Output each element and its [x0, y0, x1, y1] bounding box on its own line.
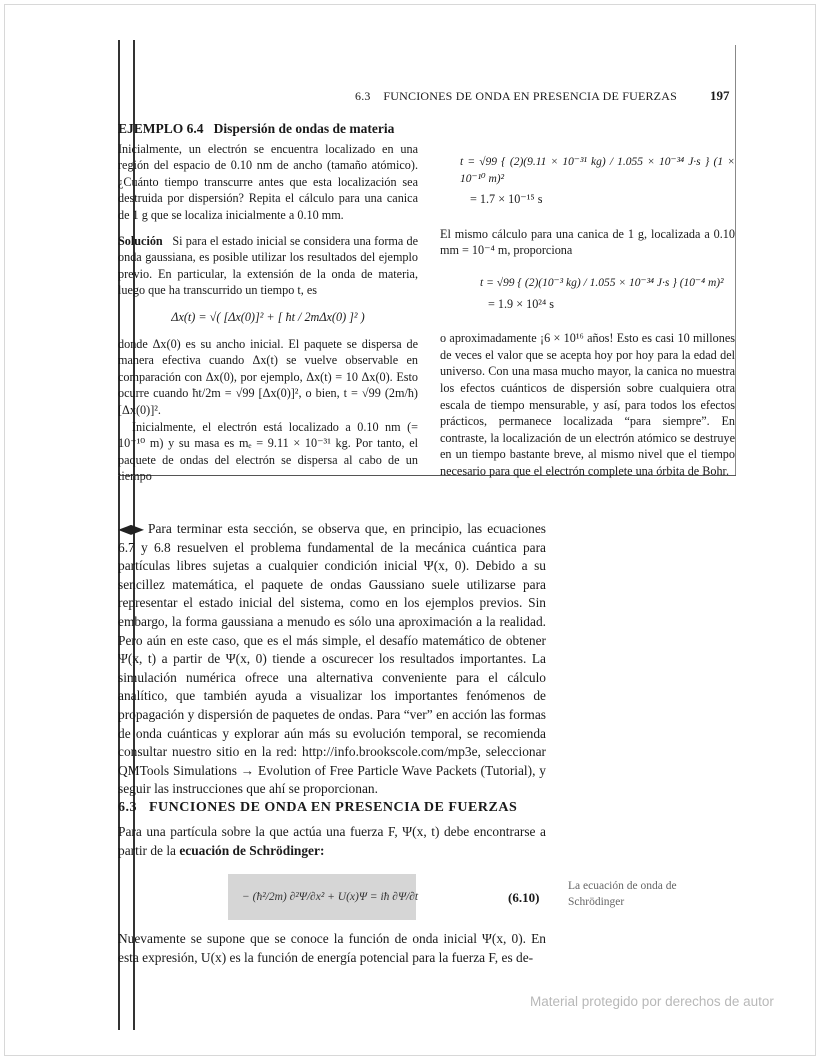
equation-number: (6.10)	[508, 890, 540, 905]
running-header: 6.3 FUNCIONES DE ONDA EN PRESENCIA DE FUERZAS	[355, 89, 677, 103]
example-problem: Inicialmente, un electrón se encuentra localizado en una región del espacio de 0.10 nm de ancho (tamaño atómico). ¿Cuánto tiempo transcurre antes que esta localización sea destruida por dispersión? Repita el cálculo para una canica de 1 g que se localiza inicialmente a 0.10 mm.	[118, 141, 418, 222]
example-title: EJEMPLO 6.4 Dispersión de ondas de materia	[118, 121, 395, 136]
schrodinger-equation: − (ħ²/2m) ∂²Ψ/∂x² + U(x)Ψ = iħ ∂Ψ/∂t	[228, 874, 416, 920]
section-marker-icon	[118, 525, 144, 535]
section-heading: 6.3 FUNCIONES DE ONDA EN PRESENCIA DE FUERZAS	[118, 800, 518, 815]
example-paragraph: Inicialmente, el electrón está localizado a 0.10 nm (= 10⁻¹⁰ m) y su masa es mₑ = 9.11 × 10⁻³¹ kg. Por tanto, el paquete de ondas del electrón se dispersa al cabo de un tiempo	[118, 419, 418, 484]
example-left-column	[118, 121, 418, 485]
copyright-watermark: Material protegido por derechos de autor	[530, 994, 774, 1009]
equation-electron-time: t = √99 { (2)(9.11 × 10⁻³¹ kg) / 1.055 × 10⁻³⁴ J·s } (1 × 10⁻¹⁰ m)²	[460, 156, 735, 185]
section-intro-text: Para una partícula sobre la que actúa una fuerza F, Ψ(x, t) debe encontrarse a partir de la	[118, 824, 546, 858]
page-number: 197	[710, 88, 730, 103]
section-intro	[118, 823, 546, 860]
example-paragraph: donde Δx(0) es su ancho inicial. El paquete se dispersa de manera efectiva cuando Δx(t) se vuelve observable en comparación con Δx(0), por ejemplo, Δx(t) = 10 Δx(0). Esto ocurre cuando ħt/2m = √99 [Δx(0)]², o bien, t = √99 (2m/ħ)[Δx(0)]².	[118, 336, 418, 417]
example-box-right-border	[735, 45, 736, 475]
closing-paragraph: Nuevamente se supone que se conoce la función de onda inicial Ψ(x, 0). En esta expresión, U(x) es la función de energía potencial para la fuerza F, es de-	[118, 931, 546, 965]
example-right-column	[440, 150, 735, 480]
solution-label: Solución	[118, 233, 163, 248]
body-paragraph	[118, 520, 546, 799]
margin-note: La ecuación de onda de Schrödinger	[568, 880, 677, 908]
example-paragraph: El mismo cálculo para una canica de 1 g, localizada a 0.10 mm = 10⁻⁴ m, proporciona	[440, 226, 735, 258]
example-paragraph: o aproximadamente ¡6 × 10¹⁶ años! Esto es casi 10 millones de veces el valor que se acepta hoy por hoy para la edad del universo. Con una masa mucho mayor, la canica no muestra los efectos cuánticos de dispersión sobre cualquiera otra escala de tiempo mensurable, y así, para todos los efectos prácticos, permanece localizada “para siempre”. En contraste, la localización de un electrón atómico se destruye en un tiempo bastante breve, al mismo nivel que el tiempo necesario para que el electrón complete una órbita de Bohr.	[440, 331, 735, 478]
equation-marble-result: = 1.9 × 10²⁴ s	[488, 296, 555, 311]
equation-dispersion: Δx(t) = √( [Δx(0)]² + [ ħt / 2mΔx(0) ]² )	[171, 309, 365, 324]
body-paragraph-text: Para terminar esta sección, se observa que, en principio, las ecuaciones 6.7 y 6.8 resuelven el problema fundamental de la mecánica cuántica para partículas libres sujetas a cualquier condición inicial Ψ(x, 0). Debido a su sencillez matemática, el paquete de ondas Gaussiano suele utilizarse para representar el estado inicial del sistema, como en los ejemplos previos. Sin embargo, la forma gaussiana a menudo es sólo una aproximación a la realidad. Pero aún en este caso, que es el más simple, el desafío matemático de obtener Ψ(x, t) a partir de Ψ(x, 0) tiende a oscurecer los resultados importantes. La simulación numérica ofrece una alternativa conveniente para el cálculo analítico, que también ayuda a visualizar los importantes fenómenos de propagación y dispersión de paquetes de ondas. Para “ver” en acción las formas de onda cuánticas y explorar aún más su evolución temporal, se recomienda consultar nuestro sitio en la red: http://info.brookscole.com/mp3e, seleccionar QMTools Simulations → Evolution of Free Particle Wave Packets (Tutorial), y seguir las instrucciones que ahí se proporcionan.	[118, 521, 546, 797]
equation-electron-result: = 1.7 × 10⁻¹⁵ s	[470, 192, 543, 207]
solution-text: Si para el estado inicial se considera una forma de onda gaussiana, es posible utilizar los resultados del ejemplo previo. En particular, la extensión de la onda de materia, luego que ha transcurrido un tiempo t, es	[118, 233, 419, 298]
equation-marble-time: t = √99 { (2)(10⁻³ kg) / 1.055 × 10⁻³⁴ J·s } (10⁻⁴ m)²	[480, 276, 724, 289]
schrodinger-term: ecuación de Schrödinger:	[179, 842, 325, 858]
